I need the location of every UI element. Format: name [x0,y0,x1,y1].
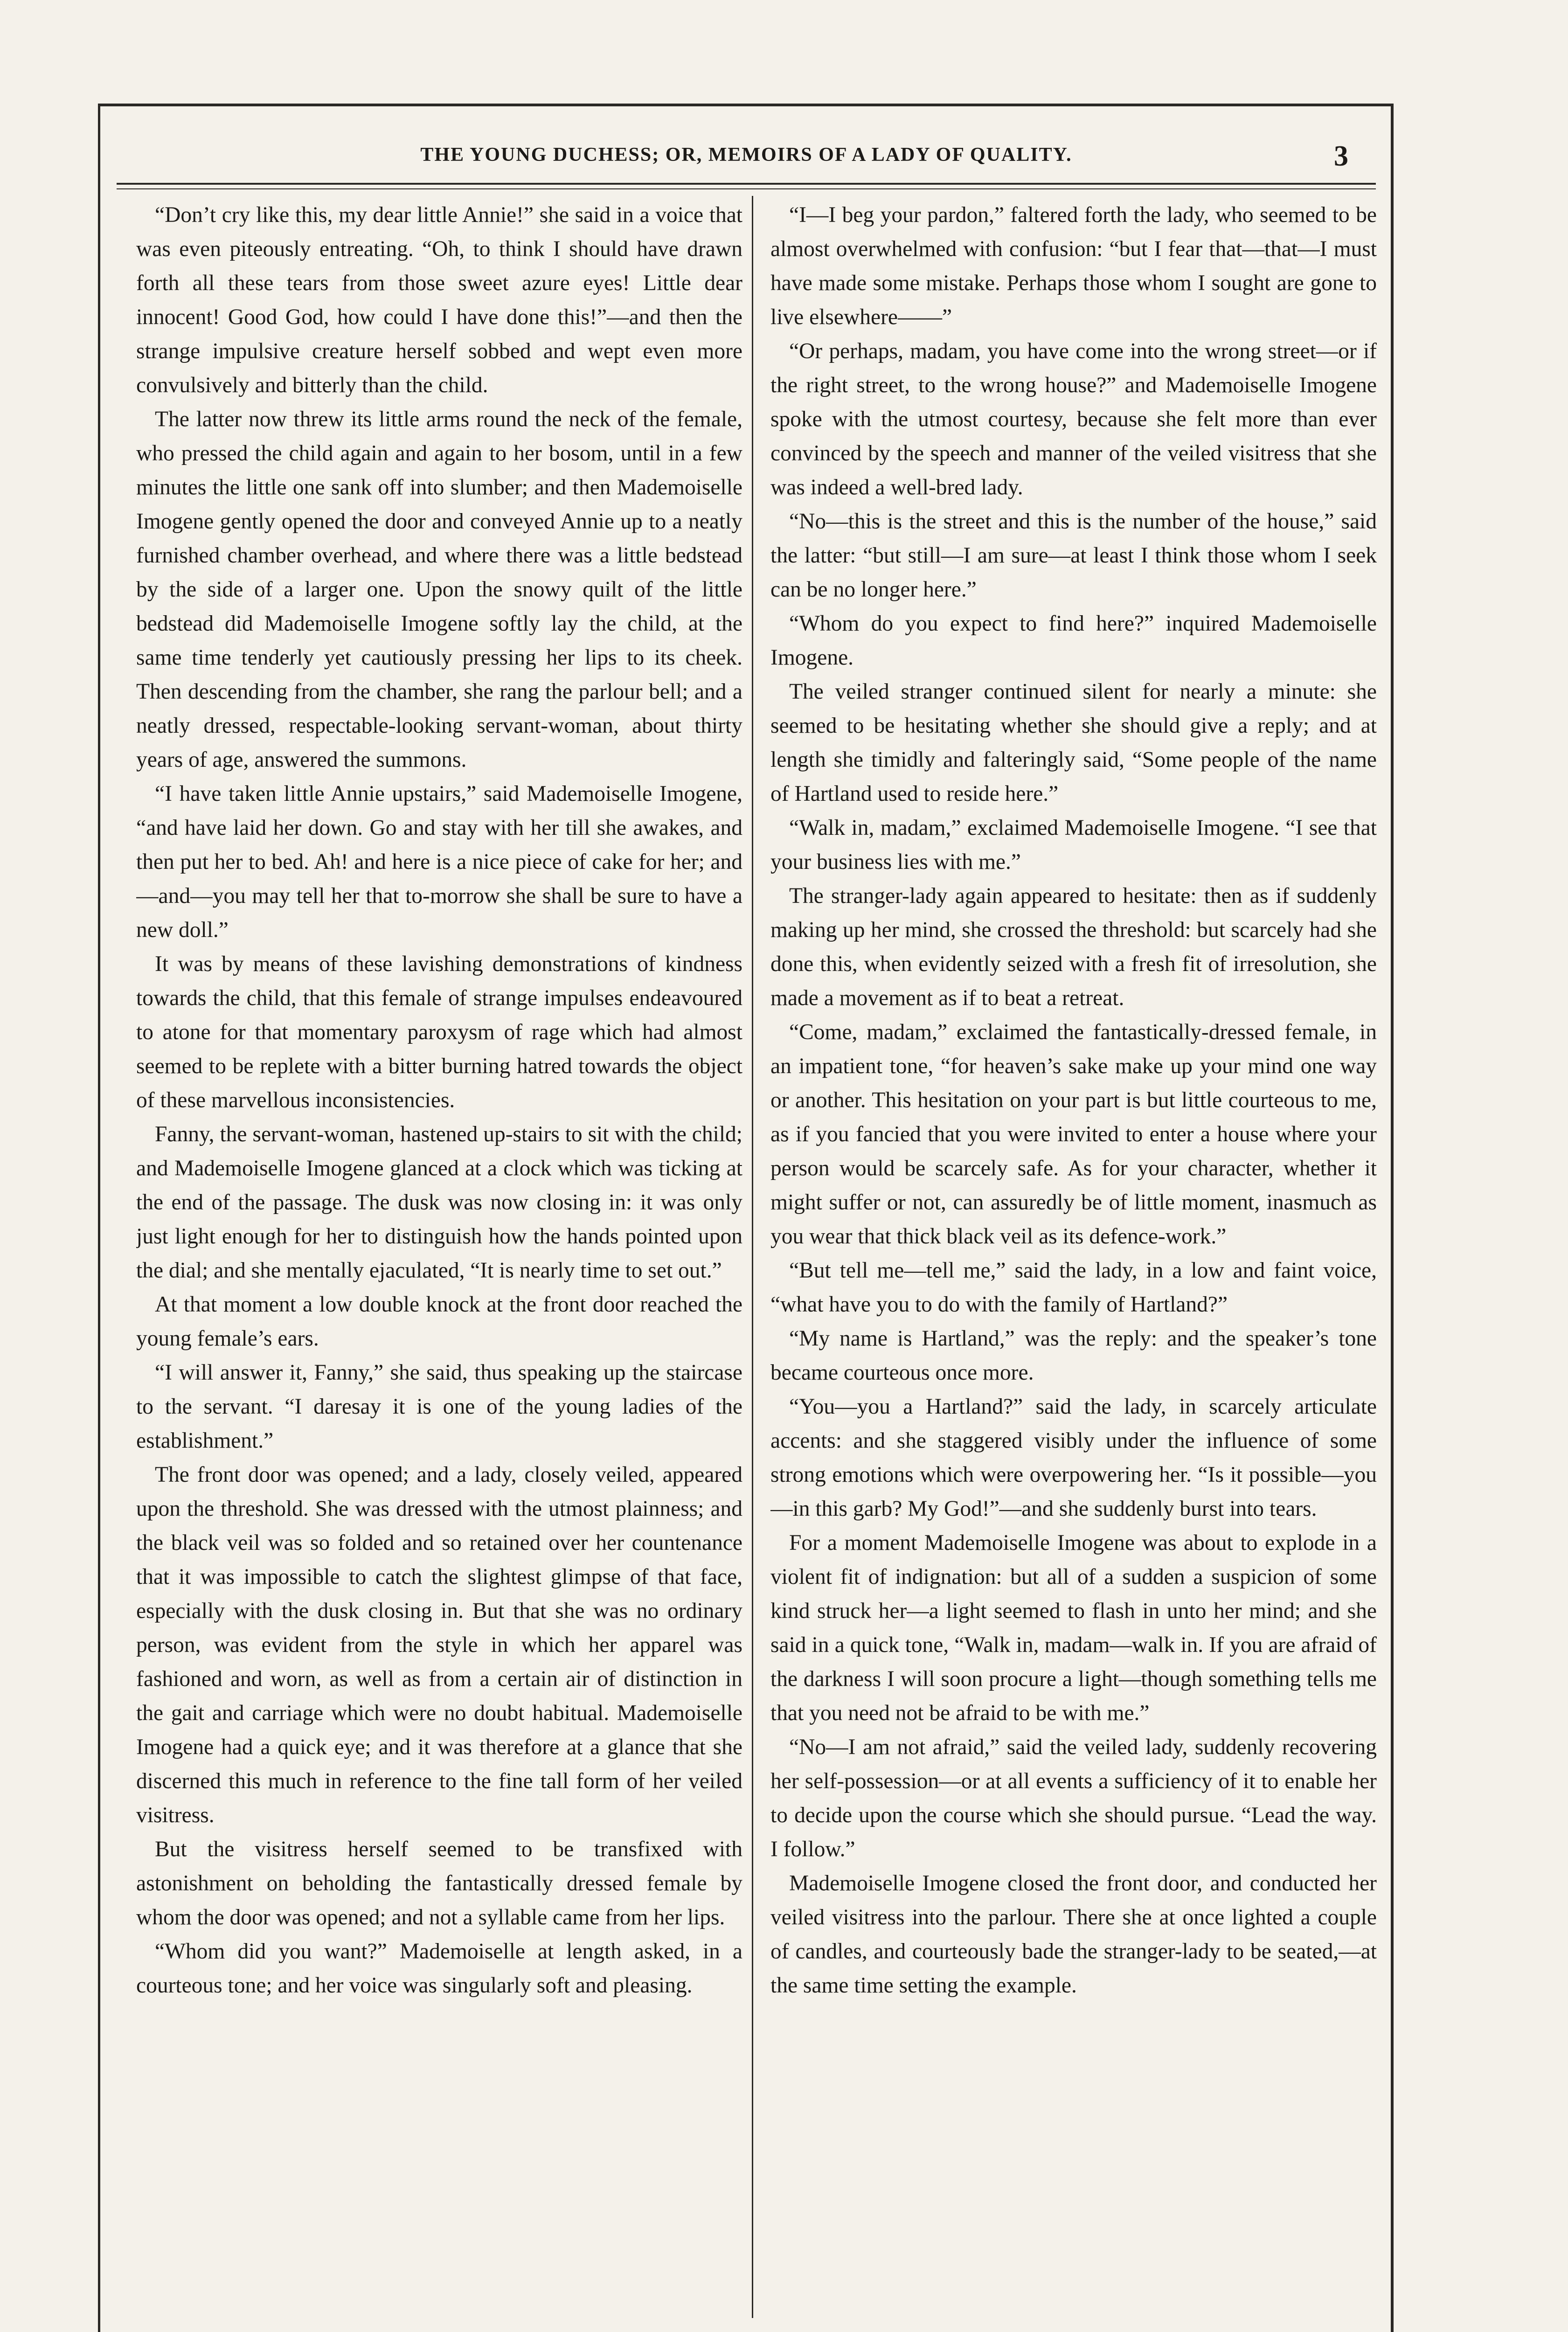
paragraph: “No—I am not afraid,” said the veiled lady, suddenly recovering her self-possession—or at all events a sufficiency of it to enable her to decide upon the course which she should pursue. “Lead the way. I follow.” [770,1735,1377,1861]
column-divider [752,196,753,2318]
frame-top-rule [98,104,1392,106]
paragraph: The veiled stranger continued silent for nearly a minute: she seemed to be hesitating whether she should give a reply; and at length she timidly and falteringly said, “Some people of the name of Hartland used to reside here.” [770,680,1377,806]
right-column [770,198,1377,2320]
paragraph: “My name is Hartland,” was the reply: and the speaker’s tone became courteous once more. [770,1326,1377,1385]
paragraph: For a moment Mademoiselle Imogene was about to explode in a violent fit of indignation: but all of a sudden a suspicion of some kind struck her—a light seemed to flash in unto her mind; and she said in a quick tone, “Walk in, madam—walk in. If you are afraid of the darkness I will soon procure a light—though something tells me that you need not be afraid to be with me.” [770,1531,1377,1725]
paragraph: “I will answer it, Fanny,” she said, thus speaking up the staircase to the servant. “I daresay it is one of the young ladies of the establishment.” [136,1360,742,1453]
page-number: 3 [1334,140,1348,172]
paragraph: “Walk in, madam,” exclaimed Mademoiselle Imogene. “I see that your business lies with me.” [770,816,1377,874]
paragraph: “Don’t cry like this, my dear little Annie!” she said in a voice that was even piteously entreating. “Oh, to think I should have drawn forth all these tears from those sweet azure eyes! Little dear innocent! Good God, how could I have done this!”—and then the strange impulsive creature herself sobbed and wept even more convulsively and bitterly than the child. [136,203,742,397]
paragraph: “I have taken little Annie upstairs,” said Mademoiselle Imogene, “and have laid her down. Go and stay with her till she awakes, and then put her to bed. Ah! and here is a nice piece of cake for her; and—and—you may tell her that to-morrow she shall be sure to have a new doll.” [136,782,742,942]
paragraph: “Come, madam,” exclaimed the fantastically-dressed female, in an impatient tone, “for heaven’s sake make up your mind one way or another. This hesitation on your part is but little courteous to me, as if you fancied that you were invited to enter a house where your person would be scarcely safe. As for your character, whether it might suffer or not, can assuredly be of little moment, inasmuch as you wear that thick black veil as its defence-work.” [770,1020,1377,1249]
header-rule [117,183,1376,185]
running-head: THE YOUNG DUCHESS; OR, MEMOIRS OF A LADY OF QUALITY. [420,144,1072,166]
paragraph: Mademoiselle Imogene closed the front door, and conducted her veiled visitress into the parlour. There she at once lighted a couple of candles, and courteously bade the stranger-lady to be seated,—at the same time setting the example. [770,1871,1377,1998]
paragraph: Fanny, the servant-woman, hastened up-stairs to sit with the child; and Mademoiselle Imogene glanced at a clock which was ticking at the end of the passage. The dusk was now closing in: it was only just light enough for her to distinguish how the hands pointed upon the dial; and she mentally ejaculated, “It is nearly time to set out.” [136,1122,742,1283]
paragraph: But the visitress herself seemed to be transfixed with astonishment on beholding the fantastically dressed female by whom the door was opened; and not a syllable came from her lips. [136,1837,742,1929]
paragraph: The latter now threw its little arms round the neck of the female, who pressed the child again and again to her bosom, until in a few minutes the little one sank off into slumber; and then Mademoiselle Imogene gently opened the door and conveyed Annie up to a neatly furnished chamber overhead, and where there was a little bedstead by the side of a larger one. Upon the snowy quilt of the little bedstead did Mademoiselle Imogene softly lay the child, at the same time tenderly yet cautiously pressing her lips to its cheek. Then descending from the chamber, she rang the parlour bell; and a neatly dressed, respectable-looking servant-woman, about thirty years of age, answered the summons. [136,407,742,772]
paragraph: The stranger-lady again appeared to hesitate: then as if suddenly making up her mind, she crossed the threshold: but scarcely had she done this, when evidently seized with a fresh fit of irresolution, she made a movement as if to beat a retreat. [770,884,1377,1010]
frame-right-rule [1391,104,1394,2332]
frame-left-rule [98,104,100,2332]
left-column [136,198,742,2320]
paragraph: At that moment a low double knock at the front door reached the young female’s ears. [136,1292,742,1351]
paragraph: “But tell me—tell me,” said the lady, in a low and faint voice, “what have you to do with the family of Hartland?” [770,1258,1377,1317]
paragraph: The front door was opened; and a lady, closely veiled, appeared upon the threshold. She was dressed with the utmost plainness; and the black veil was so folded and so retained over her countenance that it was impossible to catch the slightest glimpse of that face, especially with the dusk closing in. But that she was no ordinary person, was evident from the style in which her apparel was fashioned and worn, as well as from a certain air of distinction in the gait and carriage which were no doubt habitual. Mademoiselle Imogene had a quick eye; and it was therefore at a glance that she discerned this much in reference to the fine tall form of her veiled visitress. [136,1463,742,1827]
paragraph: “Whom do you expect to find here?” inquired Mademoiselle Imogene. [770,611,1377,670]
paragraph: “You—you a Hartland?” said the lady, in scarcely articulate accents: and she staggered visibly under the influence of some strong emotions which were overpowering her. “Is it possible—you—in this garb? My God!”—and she suddenly burst into tears. [770,1395,1377,1521]
paragraph: “No—this is the street and this is the number of the house,” said the latter: “but still—I am sure—at least I think those whom I seek can be no longer here.” [770,509,1377,602]
paragraph: “Or perhaps, madam, you have come into the wrong street—or if the right street, to the wrong house?” and Mademoiselle Imogene spoke with the utmost courtesy, because she felt more than ever convinced by the speech and manner of the veiled visitress that she was indeed a well-bred lady. [770,339,1377,500]
paragraph: It was by means of these lavishing demonstrations of kindness towards the child, that this female of strange impulses endeavoured to atone for that momentary paroxysm of rage which had almost seemed to be replete with a bitter burning hatred towards the object of these marvellous inconsistencies. [136,952,742,1112]
paragraph: “I—I beg your pardon,” faltered forth the lady, who seemed to be almost overwhelmed with confusion: “but I fear that—that—I must have made some mistake. Perhaps those whom I sought are gone to live elsewhere——” [770,203,1377,329]
header-rule-thin [117,188,1376,189]
paragraph: “Whom did you want?” Mademoiselle at length asked, in a courteous tone; and her voice was singularly soft and pleasing. [136,1939,742,1998]
